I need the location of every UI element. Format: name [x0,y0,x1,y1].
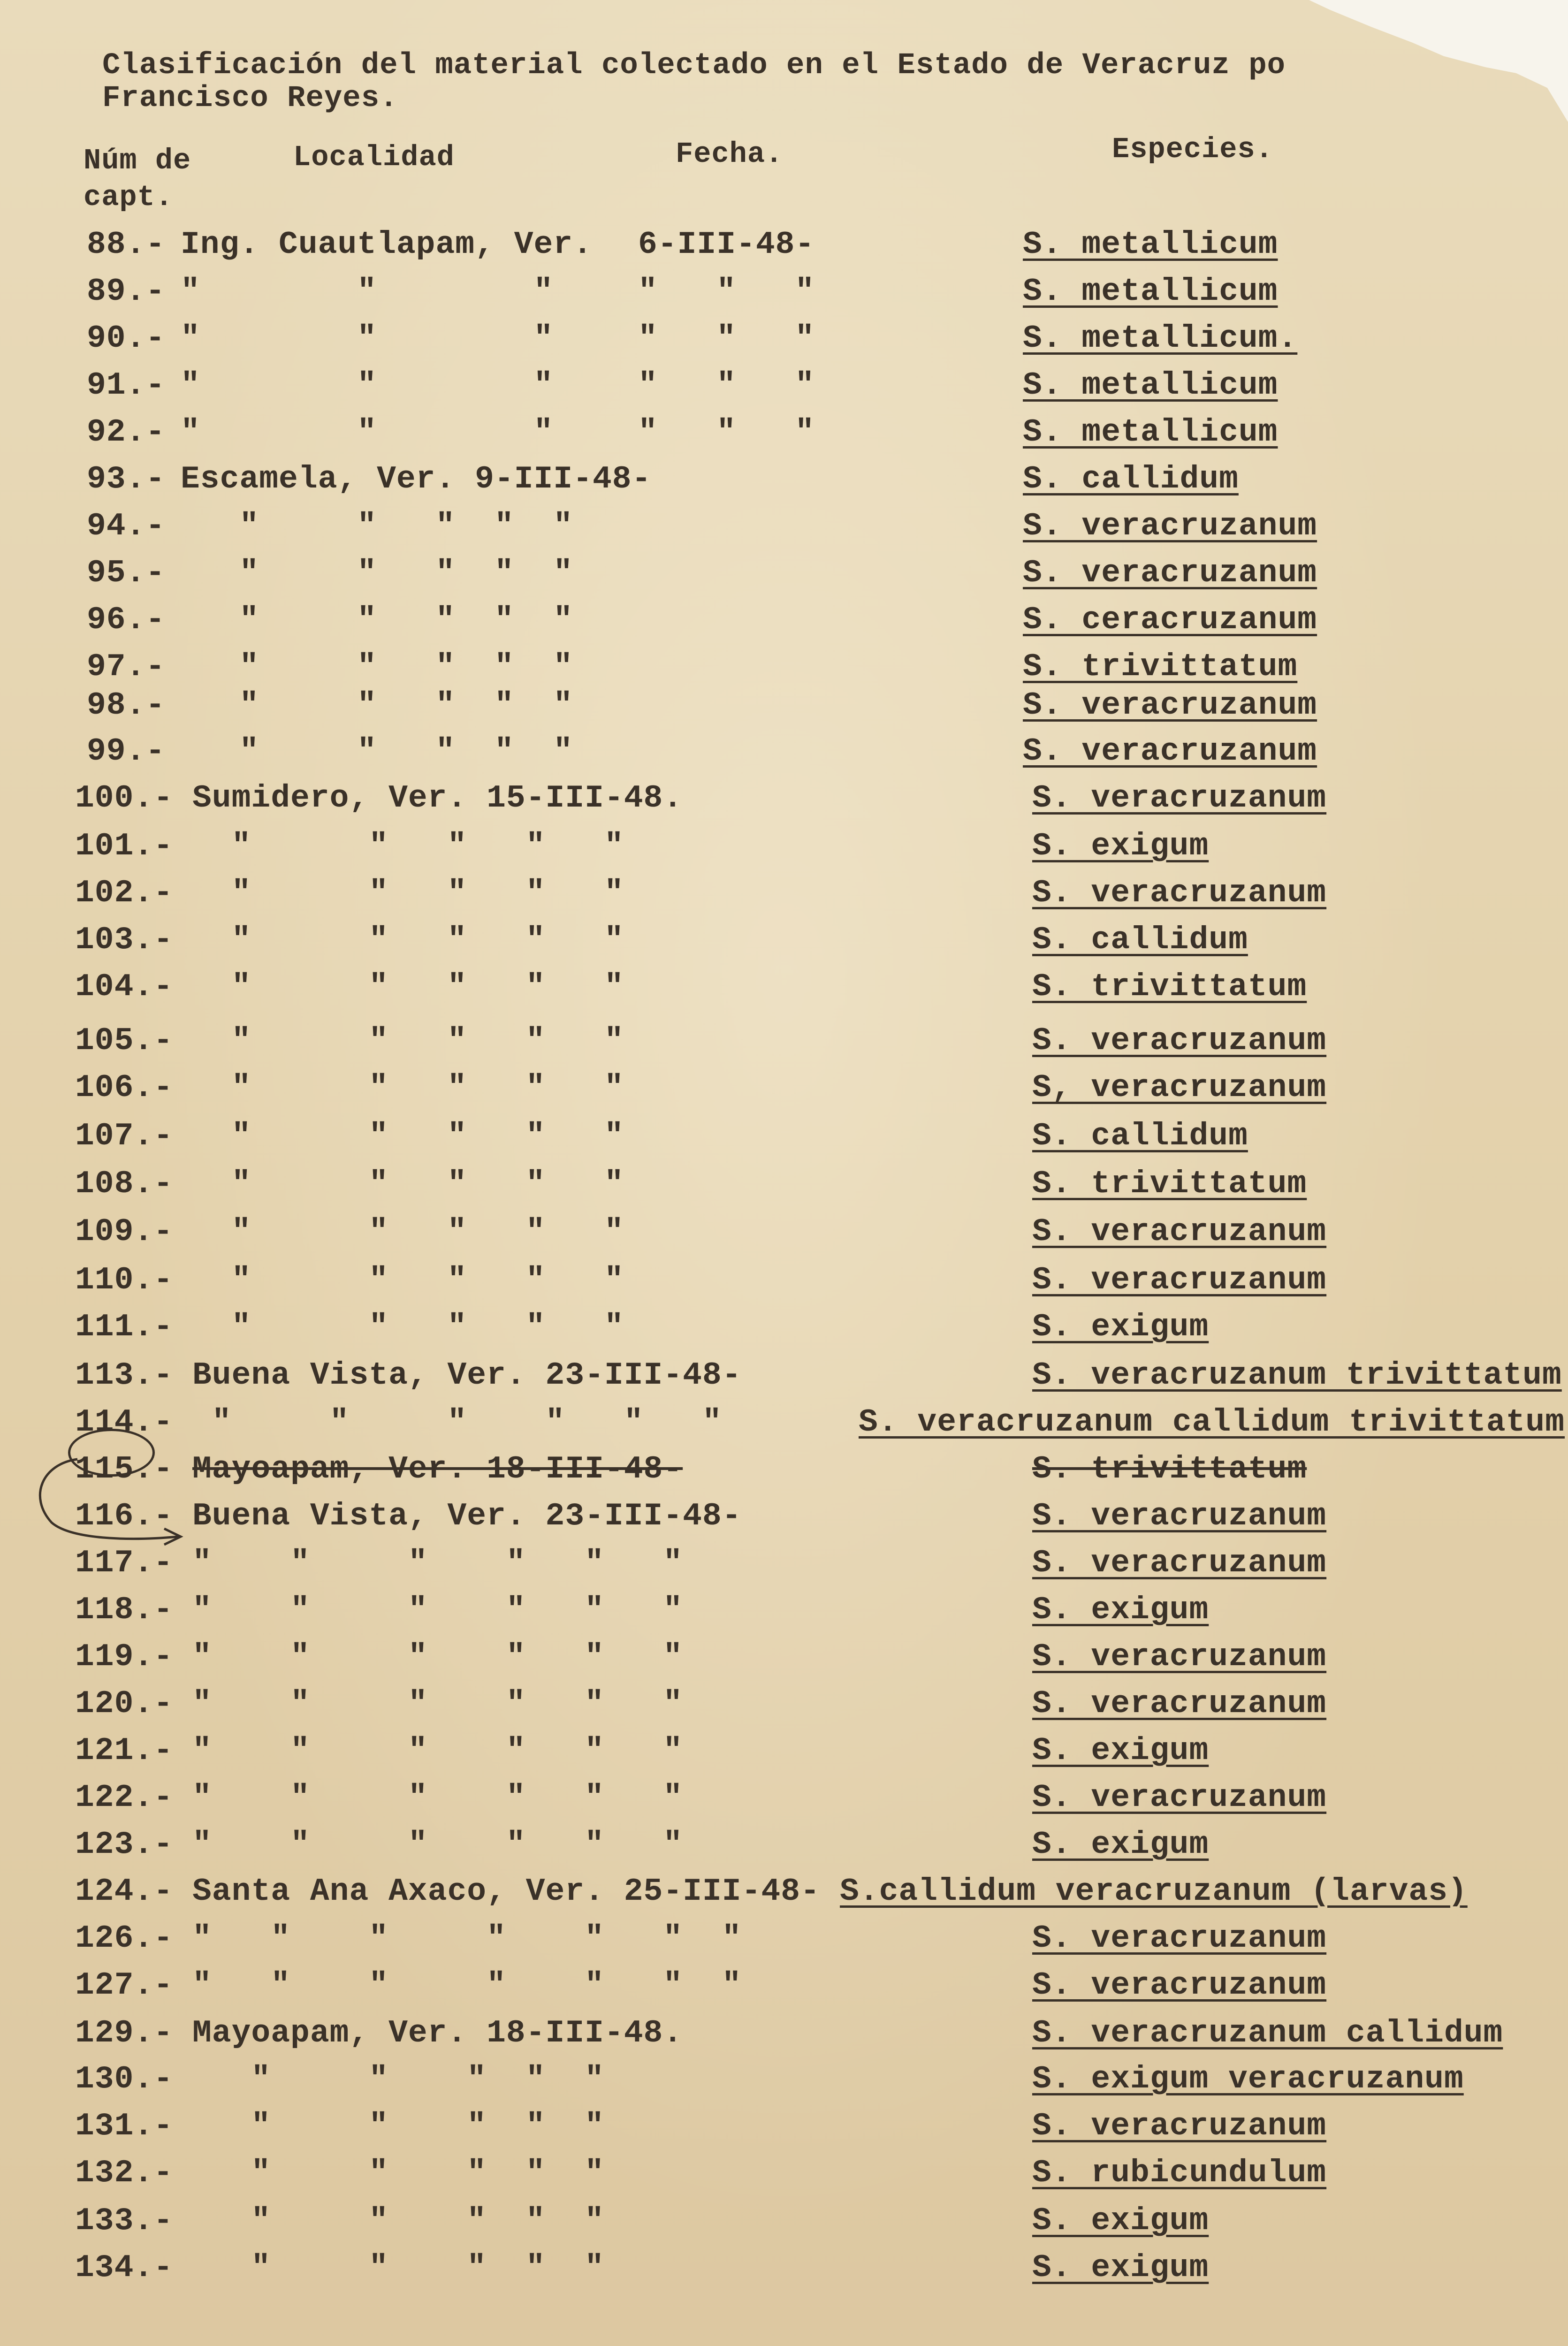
row-species: S. callidum [1032,922,1248,958]
row-species: S. callidum [1032,1118,1248,1154]
row-locality: " " " " " [192,1214,624,1250]
row-locality: " " " " " " " [192,1967,742,2003]
row-species: S. veracruzanum [1032,1967,1327,2003]
row-species: S. veracruzanum [1032,1214,1327,1250]
row-species: S. ceracruzanum [1023,602,1317,638]
row-number: 102.- [75,875,174,911]
row-number: 113.- [75,1357,174,1394]
row-locality: " " " " " [192,1023,624,1059]
row-number: 90.- [87,320,166,357]
title-line-1: Clasificación del material colectado en el Estado de Veracruz po [102,49,1286,83]
row-species: S. exigum veracruzanum [1032,2061,1464,2097]
row-species: S.callidum veracruzanum (larvas) [840,1874,1468,1910]
row-number: 117.- [75,1545,174,1581]
row-locality: " " " " " " [192,1404,722,1440]
row-number: 105.- [75,1023,174,1059]
row-locality: " " " " " [192,1262,624,1298]
row-number: 115.- [75,1451,174,1487]
row-species: S. veracruzanum [1032,1023,1327,1059]
row-species: S. veracruzanum [1032,780,1327,816]
row-locality: Mayoapam, Ver. 18-III-48. [192,2015,683,2051]
row-species: S. metallicum [1023,274,1278,310]
handwritten-arrow-mark [23,1445,192,1548]
row-number: 92.- [87,414,166,450]
row-locality: " " " " " [192,2155,604,2191]
row-number: 132.- [75,2155,174,2191]
row-locality: " " " " " " [192,1545,683,1581]
row-locality: " " " " " " [192,1639,683,1675]
row-species: S. trivittatum [1032,1166,1307,1202]
row-species: S. veracruzanum callidum [1032,2015,1503,2051]
title-line-2: Francisco Reyes. [102,82,398,115]
row-species: S. trivittatum [1023,649,1298,685]
torn-corner [1309,0,1568,122]
row-number: 129.- [75,2015,174,2051]
row-locality: " " " " " " [192,1686,683,1722]
row-locality: " " " " " [192,922,624,958]
row-locality: " " " [181,274,554,310]
row-date: " " " [638,274,815,310]
row-species: S. rubicundulum [1032,2155,1327,2191]
row-locality: " " " " " " [192,1780,683,1816]
row-species: S. exigum [1032,2250,1209,2286]
row-species: S. veracruzanum [1032,1639,1327,1675]
row-species: S. veracruzanum [1032,1920,1327,1957]
row-date: " " " [638,320,815,357]
row-locality: Mayoapam, Ver. 18-III-48- [192,1451,683,1487]
row-number: 101.- [75,828,174,864]
row-locality: Ing. Cuautlapam, Ver. [181,227,593,263]
row-number: 103.- [75,922,174,958]
row-locality: " " " " " [181,555,573,591]
row-number: 93.- [87,461,166,497]
row-locality: " " " " " [192,2250,604,2286]
row-locality: " " " " " " " [192,1920,742,1957]
row-locality: " " " " " [192,1070,624,1106]
row-species: S. veracruzanum [1032,875,1327,911]
row-locality: " " " " " [192,2061,604,2097]
row-number: 97.- [87,649,166,685]
row-species: S. veracruzanum callidum trivittatum [859,1404,1565,1440]
row-number: 109.- [75,1214,174,1250]
row-locality: " " " [181,320,554,357]
row-number: 96.- [87,602,166,638]
row-number: 124.- [75,1874,174,1910]
row-species: S. veracruzanum [1032,1498,1327,1534]
row-locality: " " " " " [192,969,624,1005]
header-num-line-2: capt. [84,181,174,214]
row-number: 118.- [75,1592,174,1628]
row-date: " " " [638,414,815,450]
row-species: S. metallicum [1023,414,1278,450]
row-locality: " " " " " [192,1118,624,1154]
row-number: 89.- [87,274,166,310]
row-date: 6-III-48- [638,227,815,263]
row-species: S. trivittatum [1032,969,1307,1005]
header-localidad: Localidad [293,141,455,174]
row-locality: " " " " " [181,733,573,769]
row-locality: " " " " " [192,828,624,864]
row-number: 127.- [75,1967,174,2003]
row-number: 131.- [75,2108,174,2144]
row-number: 88.- [87,227,166,263]
row-locality: " " " " " [192,875,624,911]
row-species: S. veracruzanum [1023,508,1317,544]
row-date: " " " [638,367,815,404]
row-locality: " " " " " [181,649,573,685]
header-fecha: Fecha. [676,137,784,171]
row-species: S. veracruzanum [1023,687,1317,724]
row-number: 95.- [87,555,166,591]
row-locality: " " " " " " [192,1733,683,1769]
row-species: S. veracruzanum [1023,733,1317,769]
row-species: S. exigum [1032,828,1209,864]
row-number: 133.- [75,2203,174,2239]
row-locality: " " " " " " [192,1827,683,1863]
row-species: S. metallicum [1023,367,1278,404]
row-number: 104.- [75,969,174,1005]
row-number: 100.- [75,780,174,816]
row-locality: " " " [181,367,554,404]
row-number: 91.- [87,367,166,404]
row-species: S. exigum [1032,1733,1209,1769]
row-number: 116.- [75,1498,174,1534]
row-species: S. veracruzanum [1023,555,1317,591]
row-number: 130.- [75,2061,174,2097]
row-number: 110.- [75,1262,174,1298]
row-species: S. veracruzanum [1032,1262,1327,1298]
row-number: 119.- [75,1639,174,1675]
row-number: 120.- [75,1686,174,1722]
row-locality: " " " " " [192,1166,624,1202]
row-number: 114.- [75,1404,174,1440]
row-number: 111.- [75,1309,174,1345]
row-number: 126.- [75,1920,174,1957]
row-number: 123.- [75,1827,174,1863]
row-species: S. veracruzanum [1032,1545,1327,1581]
row-species: S. veracruzanum [1032,2108,1327,2144]
row-locality: Buena Vista, Ver. 23-III-48- [192,1498,742,1534]
row-number: 98.- [87,687,166,724]
row-number: 122.- [75,1780,174,1816]
row-species: S. veracruzanum [1032,1686,1327,1722]
row-number: 134.- [75,2250,174,2286]
row-locality: Santa Ana Axaco, Ver. 25-III-48- [192,1874,820,1910]
row-species: S, veracruzanum [1032,1070,1327,1106]
row-number: 108.- [75,1166,174,1202]
row-locality: Buena Vista, Ver. 23-III-48- [192,1357,742,1394]
row-locality: Sumidero, Ver. 15-III-48. [192,780,683,816]
row-species: S. exigum [1032,1592,1209,1628]
row-species: S. callidum [1023,461,1239,497]
row-locality: " " " " " " [192,1592,683,1628]
row-species: S. exigum [1032,1827,1209,1863]
row-species: S. veracruzanum trivittatum [1032,1357,1562,1394]
row-locality: " " " " " [181,602,573,638]
header-especies: Especies. [1112,133,1273,166]
row-species: S. trivittatum [1032,1451,1307,1487]
row-species: S. exigum [1032,1309,1209,1345]
row-number: 107.- [75,1118,174,1154]
row-number: 106.- [75,1070,174,1106]
row-locality: " " " [181,414,554,450]
row-number: 94.- [87,508,166,544]
row-locality: " " " " " [192,2108,604,2144]
row-locality: " " " " " [192,1309,624,1345]
row-locality: Escamela, Ver. 9-III-48- [181,461,652,497]
row-number: 99.- [87,733,166,769]
row-locality: " " " " " [181,508,573,544]
header-num-line-1: Núm de [84,144,191,177]
row-number: 121.- [75,1733,174,1769]
row-species: S. exigum [1032,2203,1209,2239]
row-species: S. metallicum. [1023,320,1298,357]
row-locality: " " " " " [192,2203,604,2239]
row-species: S. veracruzanum [1032,1780,1327,1816]
row-locality: " " " " " [181,687,573,724]
row-species: S. metallicum [1023,227,1278,263]
